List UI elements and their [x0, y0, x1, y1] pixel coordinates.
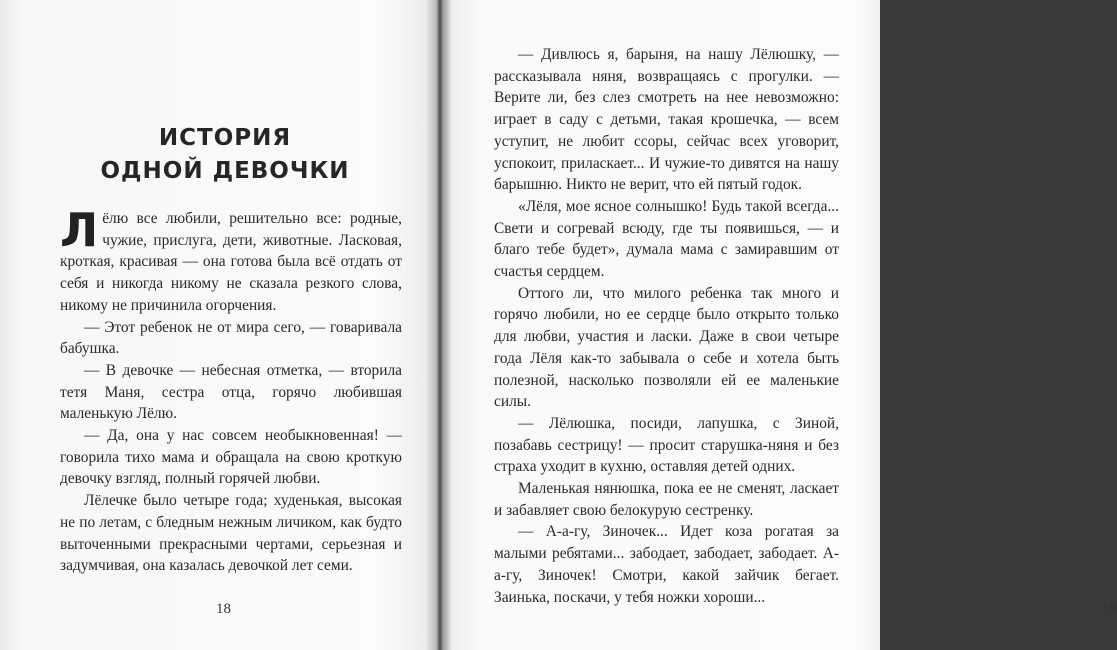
left-page	[0, 0, 440, 650]
paragraph: — А-а-гу, Зиночек... Идет коза рогатая за малыми ребятами... забодает, забодает, забодает. А-а-гу, Зиночек! Смотри, какой зайчик бегает. Заинька, поскачи, у тебя ножки хороши...	[494, 523, 839, 606]
page-number: 19	[1102, 601, 1117, 617]
chapter-title	[60, 122, 390, 188]
paragraph-text: ёлю все любили, решительно все: родные, чужие, прислуга, дети, животные. Ласковая, кроткая, красивая — она готова была всё отдать от себя и никогда никому не сказала резкого слова, никому не причинила огорчения.	[60, 210, 402, 314]
paragraph: Маленькая нянюшка, пока ее не сменят, ласкает и забавляет свою белокурую сестренку.	[494, 480, 839, 519]
paragraph: Оттого ли, что милого ребенка так много и горячо любили, но ее сердце было открыто только для любви, участия и ласки. Даже в свои четыре года Лёля как-то забывала о себе и хотела быть полезной, насколько позволяли ей ее маленькие силы.	[494, 284, 839, 411]
paragraph: Лёлечке было четыре года; худенькая, высокая не по летам, с бледным нежным личиком, как будто выточенными прекрасными чертами, серьезная и задумчивая, она казалась девочкой лет семи.	[60, 492, 402, 575]
paragraph: — Дивлюсь я, барыня, на нашу Лёлюшку, — рассказывала няня, возвращаясь с прогулки. — Верите ли, без слез смотреть на нее невозможно: играет в саду с детьми, такая крошечка, — всем уступит, не любит ссоры, сейчас всех уговорит, успокоит, приласкает... И чужие-то дивятся на нашу барышню. Никто не верит, что ей пятый годок.	[494, 46, 839, 194]
chapter-title-line-1: ИСТОРИЯ	[158, 125, 292, 151]
paragraph: — Этот ребенок не от мира сего, — говаривала бабушка.	[60, 318, 402, 358]
right-page	[442, 0, 1117, 650]
right-page-body	[494, 44, 839, 608]
drop-cap: Л	[60, 203, 99, 257]
paragraph	[60, 203, 402, 317]
paragraph: — Да, она у нас совсем необыкновенная! — говорила тихо мама и обращала на свою кроткую девочку взгляд, полный горячей любви.	[60, 427, 402, 488]
paragraph: — В девочке — небесная отметка, — вторила тетя Маня, сестра отца, горячо любившая маленькую Лёлю.	[60, 361, 402, 423]
page-number: 18	[216, 601, 231, 617]
left-page-body	[60, 203, 402, 577]
paragraph: «Лёля, мое ясное солнышко! Будь такой всегда... Свети и согревай всюду, где ты появишься, — и благо тебе будет», думала мама с замиравшим от счастья сердцем.	[494, 197, 839, 281]
paragraph: — Лёлюшка, посиди, лапушка, с Зиной, позабавь сестрицу! — просит старушка-няня и без страха уходит в кухню, оставляя детей одних.	[494, 414, 839, 476]
chapter-title-line-2: ОДНОЙ ДЕВОЧКИ	[100, 158, 350, 184]
